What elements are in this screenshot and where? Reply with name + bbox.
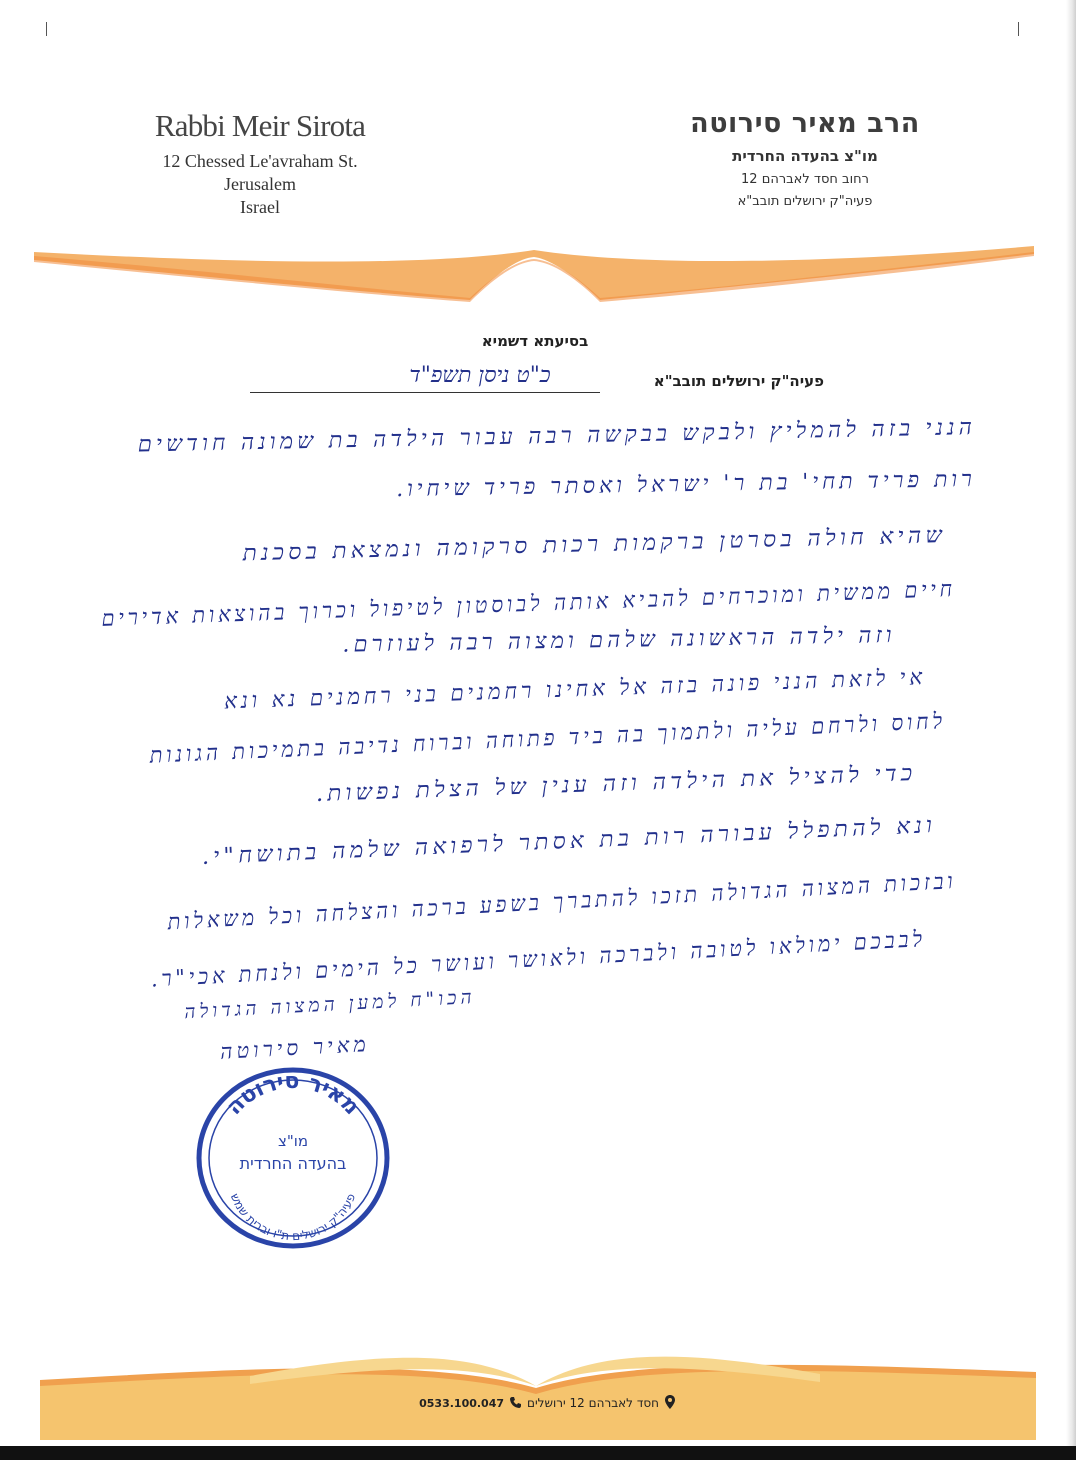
letter-line: רות פריד תחי' בת ר' ישראל ואסתר פריד שיחיו. [396, 467, 977, 503]
place-line: פעיה"ק ירושלים תובב"א [653, 372, 824, 390]
letter-line: אי לזאת הנני פונה בזה אל אחינו רחמנים בני רחמנים נא ונא [223, 665, 927, 715]
letter-line: וזה ילדה הראשונה שלהם ומצוה רבה לעוזרם. [342, 623, 897, 658]
stamp-body: בהעדה החרדית [239, 1154, 347, 1173]
footer-phone: 0533.100.047 [419, 1396, 505, 1410]
signature: מאיר סירוטה [219, 1032, 371, 1064]
letterhead-english-city: Jerusalem [224, 174, 296, 194]
letterhead-hebrew-title: מו"צ בהעדה החרדית [732, 147, 878, 165]
letter-closing: הכו"ח למען המצוה הגדולה [184, 986, 477, 1024]
handwritten-date: כ"ט ניסן תשפ"ד [409, 363, 551, 388]
letter-line: שהיא חולה בסרטן ברקמות רכות סרקומה ונמצאת בסכנת [242, 523, 947, 567]
date-underline [250, 392, 600, 393]
letterhead-english-address: 12 Chessed Le'avraham St. [162, 151, 358, 171]
letterhead-english-name: Rabbi Meir Sirota [154, 108, 366, 143]
letter-line: כדי להציל את הילדה וזה ענין של הצלת נפשות. [315, 761, 917, 807]
stamp-top-arc-text: מאיר סירוטה [221, 1068, 365, 1121]
letter-line: לחוס ולרחם עליה ולתמוך בה ביד פתוחה וברוח נדיבה בתמיכות הגונות [149, 709, 947, 769]
stamp-bottom-arc-text: פעיה"ק ירושלים ת"ו ובבית שמש [227, 1191, 359, 1244]
phone-icon [510, 1396, 521, 1411]
letterhead-hebrew-address: רחוב חסד לאברהם 12 [741, 172, 869, 187]
letterhead-hebrew-city: פעיה"ק ירושלים תובב"א [737, 194, 873, 209]
letter-line: לבבכם ימולאו לטובה ולברכה ולאושר ועושר כל הימים ולנחת אכי"ר. [150, 927, 927, 993]
letter-line: ונא להתפלל עבורה רות בת אסתר לרפואה שלמה בתושח"י. [201, 813, 937, 871]
letterhead-english-country: Israel [240, 197, 280, 217]
footer-address: חסד לאברהם 12 ירושלים [527, 1396, 659, 1410]
letter-line: חיים ממשית ומוכרחים להביא אותה לבוסטון לטיפול וכרוך בהוצאות אדירים [101, 577, 957, 632]
basad-heading: בסיעתא דשמיא [481, 332, 589, 350]
letter-line: הנני בזה להמליץ ולבקש בבקשה רבה עבור הילדה בת שמונה חודשים [137, 415, 977, 458]
letter-line: ובזכות המצוה הגדולה תזכו להתברך בשפע ברכה והצלחה וכל משאלות [166, 869, 957, 936]
scan-bottom-edge [0, 1446, 1076, 1460]
letterhead-hebrew-name: הרב מאיר סירוטה [690, 108, 920, 139]
map-pin-icon [665, 1395, 675, 1412]
stamp-role: מו"צ [277, 1132, 309, 1150]
footer-contact [405, 1392, 675, 1414]
rabbinical-stamp [193, 1062, 393, 1252]
